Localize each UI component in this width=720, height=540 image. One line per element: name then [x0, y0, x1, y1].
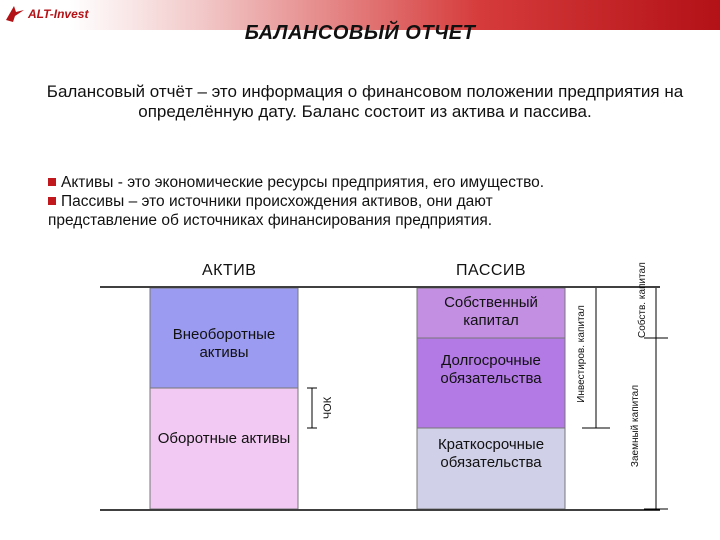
- current-assets-label: Оборотные активы: [157, 430, 291, 447]
- bullet-item: Пассивы – это источники происхождения активов, они дают: [48, 192, 688, 211]
- equity-label: Собственный капитал: [444, 294, 538, 329]
- borrowed-capital-label: Заемный капитал: [630, 384, 641, 468]
- short-term-liabilities-label: Краткосрочные обязательства: [437, 436, 545, 471]
- aktiv-header: АКТИВ: [202, 262, 257, 279]
- passiv-header: ПАССИВ: [456, 262, 527, 279]
- logo-text: ALT-Invest: [28, 7, 89, 21]
- noncurrent-assets-label: Внеоборотные активы: [172, 326, 276, 361]
- intro-paragraph: Балансовый отчёт – это информация о финансовом положении предприятия на определённую дату. Баланс состоит из актива и пассива.: [46, 82, 684, 121]
- long-term-liabilities-label: Долгосрочные обязательства: [440, 352, 542, 387]
- invested-capital-label: Инвестиров. капитал: [576, 305, 587, 403]
- chok-label: ЧОК: [322, 396, 334, 420]
- bullet-item: Активы - это экономические ресурсы предприятия, его имущество.: [48, 173, 688, 192]
- page-title: БАЛАНСОВЫЙ ОТЧЕТ: [244, 22, 476, 44]
- current-assets-box: [150, 388, 298, 509]
- own-capital-label: Собств. капитал: [637, 262, 648, 338]
- bullet-continuation: представление об источниках финансирования предприятия.: [48, 212, 493, 229]
